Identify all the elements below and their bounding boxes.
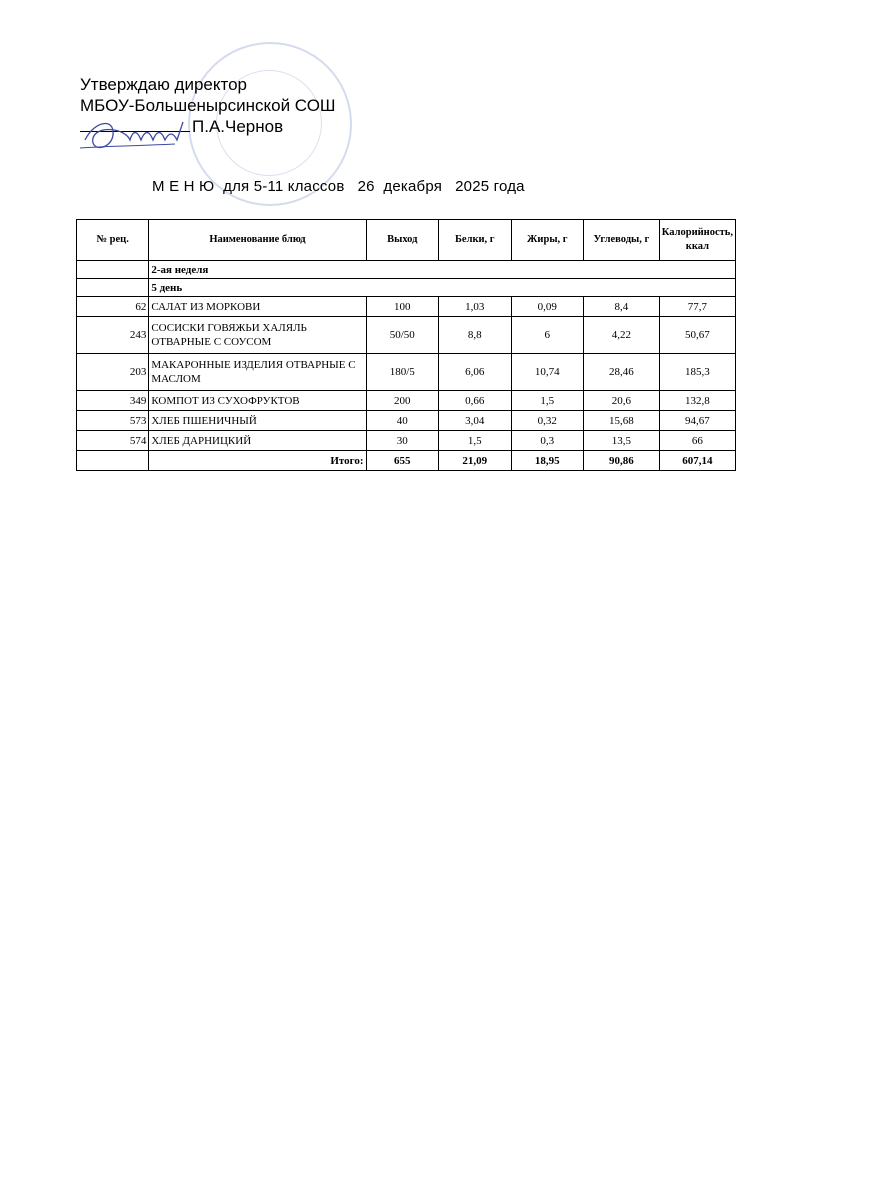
fat-value: 6 <box>511 317 584 354</box>
total-output: 655 <box>366 451 438 471</box>
approval-line-1: Утверждаю директор <box>80 75 248 94</box>
total-label: Итого: <box>149 451 366 471</box>
fat-value: 0,32 <box>511 411 584 431</box>
recipe-number: 243 <box>77 317 149 354</box>
output-value: 50/50 <box>366 317 438 354</box>
output-value: 30 <box>366 431 438 451</box>
handwritten-signature <box>75 110 205 160</box>
recipe-number: 574 <box>77 431 149 451</box>
header-dish-name: Наименование блюд <box>149 220 366 261</box>
header-carbs: Углеводы, г <box>584 220 660 261</box>
total-fat: 18,95 <box>511 451 584 471</box>
week-label: 2-ая неделя <box>149 261 736 279</box>
dish-name: КОМПОТ ИЗ СУХОФРУКТОВ <box>149 391 366 411</box>
menu-table <box>76 219 736 471</box>
director-name: П.А.Чернов <box>192 117 284 136</box>
menu-title: М Е Н Ю для 5-11 классов 26 декабря 2025 года <box>152 178 525 195</box>
total-calories: 607,14 <box>659 451 735 471</box>
calories-value: 66 <box>659 431 735 451</box>
protein-value: 0,66 <box>439 391 512 411</box>
dish-name: ХЛЕБ ПШЕНИЧНЫЙ <box>149 411 366 431</box>
table-row <box>77 354 736 391</box>
week-row <box>77 261 736 279</box>
output-value: 40 <box>366 411 438 431</box>
protein-value: 1,5 <box>439 431 512 451</box>
calories-value: 77,7 <box>659 297 735 317</box>
fat-value: 0,3 <box>511 431 584 451</box>
table-row <box>77 297 736 317</box>
header-calories: Калорийность, ккал <box>659 220 735 261</box>
header-protein: Белки, г <box>439 220 512 261</box>
recipe-number: 573 <box>77 411 149 431</box>
fat-value: 0,09 <box>511 297 584 317</box>
calories-value: 94,67 <box>659 411 735 431</box>
total-row <box>77 451 736 471</box>
dish-name: МАКАРОННЫЕ ИЗДЕЛИЯ ОТВАРНЫЕ С МАСЛОМ <box>149 354 366 391</box>
recipe-number: 203 <box>77 354 149 391</box>
dish-name: САЛАТ ИЗ МОРКОВИ <box>149 297 366 317</box>
header-output: Выход <box>366 220 438 261</box>
output-value: 180/5 <box>366 354 438 391</box>
protein-value: 3,04 <box>439 411 512 431</box>
recipe-number: 349 <box>77 391 149 411</box>
day-row <box>77 279 736 297</box>
carbs-value: 15,68 <box>584 411 660 431</box>
output-value: 100 <box>366 297 438 317</box>
protein-value: 1,03 <box>439 297 512 317</box>
table-row <box>77 431 736 451</box>
approval-line-2: МБОУ-Большенырсинской СОШ <box>80 96 336 115</box>
recipe-number: 62 <box>77 297 149 317</box>
total-carbs: 90,86 <box>584 451 660 471</box>
header-fat: Жиры, г <box>511 220 584 261</box>
protein-value: 6,06 <box>439 354 512 391</box>
fat-value: 10,74 <box>511 354 584 391</box>
output-value: 200 <box>366 391 438 411</box>
table-row <box>77 411 736 431</box>
table-row <box>77 317 736 354</box>
table-header-row <box>77 220 736 261</box>
fat-value: 1,5 <box>511 391 584 411</box>
protein-value: 8,8 <box>439 317 512 354</box>
carbs-value: 4,22 <box>584 317 660 354</box>
calories-value: 185,3 <box>659 354 735 391</box>
carbs-value: 8,4 <box>584 297 660 317</box>
calories-value: 50,67 <box>659 317 735 354</box>
day-label: 5 день <box>149 279 736 297</box>
header-recipe-number: № рец. <box>77 220 149 261</box>
carbs-value: 13,5 <box>584 431 660 451</box>
carbs-value: 28,46 <box>584 354 660 391</box>
table-row <box>77 391 736 411</box>
dish-name: ХЛЕБ ДАРНИЦКИЙ <box>149 431 366 451</box>
total-protein: 21,09 <box>439 451 512 471</box>
calories-value: 132,8 <box>659 391 735 411</box>
dish-name: СОСИСКИ ГОВЯЖЬИ ХАЛЯЛЬ ОТВАРНЫЕ С СОУСОМ <box>149 317 366 354</box>
carbs-value: 20,6 <box>584 391 660 411</box>
